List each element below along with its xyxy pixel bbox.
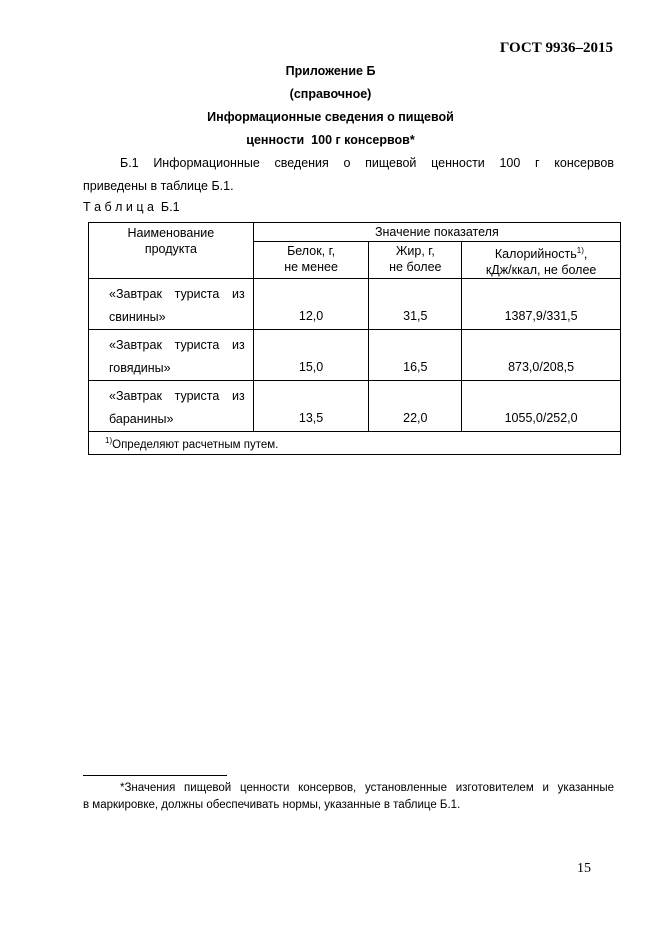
- product-name-line1: «Завтрак туриста из: [109, 338, 245, 353]
- intro-paragraph: [83, 152, 614, 198]
- appendix-title: Приложение Б: [285, 64, 376, 78]
- document-code: ГОСТ 9936–2015: [499, 40, 613, 56]
- nutrition-table: [88, 222, 621, 455]
- fat-value: 22,0: [369, 381, 462, 432]
- product-name-line1: «Завтрак туриста из: [109, 389, 245, 404]
- product-name-line2: свинины»: [109, 310, 166, 325]
- header-product-name: [89, 223, 254, 279]
- product-name-cell: [89, 381, 254, 432]
- appendix-heading-line2: ценности 100 г консервов*: [246, 133, 415, 147]
- table-note: [89, 432, 621, 455]
- header-calorie: [462, 242, 621, 279]
- table-note-row: [89, 432, 621, 455]
- intro-line2: приведены в таблице Б.1.: [83, 179, 234, 193]
- product-name-line2: баранины»: [109, 412, 174, 427]
- fat-value: 31,5: [369, 279, 462, 330]
- table-header-row: [89, 223, 621, 242]
- intro-line1: Б.1 Информационные сведения о пищевой ценности 100 г консервов: [120, 156, 614, 170]
- protein-value: 13,5: [253, 381, 369, 432]
- header-protein-line2: не менее: [284, 260, 338, 274]
- appendix-heading-line1: Информационные сведения о пищевой: [207, 110, 454, 124]
- appendix-status: (справочное): [289, 87, 372, 101]
- product-name-cell: [89, 279, 254, 330]
- footnote: [83, 780, 614, 814]
- product-name-cell: [89, 330, 254, 381]
- header-product-name-line1: Наименование: [127, 226, 215, 240]
- footnote-line2: в маркировке, должны обеспечивать нормы, указанные в таблице Б.1.: [83, 799, 461, 811]
- protein-value: 12,0: [253, 279, 369, 330]
- product-name-line1: «Завтрак туриста из: [109, 287, 245, 302]
- header-protein: [253, 242, 369, 279]
- header-fat-line1: Жир, г,: [395, 244, 435, 258]
- table-note-text: Определяют расчетным путем.: [112, 438, 279, 451]
- header-calorie-line2: кДж/ккал, не более: [485, 263, 597, 278]
- header-protein-line1: Белок, г,: [287, 244, 336, 258]
- table-row: [89, 381, 621, 432]
- fat-value: 16,5: [369, 330, 462, 381]
- footnote-line1: *Значения пищевой ценности консервов, установленные изготовителем и указанные: [120, 782, 614, 794]
- table-note-marker: 1): [105, 436, 113, 446]
- header-calorie-line1: Калорийность: [494, 247, 577, 262]
- calorie-value: 1387,9/331,5: [462, 279, 621, 330]
- header-calorie-comma: ,: [583, 247, 588, 262]
- header-indicator-value: Значение показателя: [253, 223, 620, 242]
- calorie-value: 1055,0/252,0: [462, 381, 621, 432]
- footnote-separator: [83, 775, 227, 776]
- header-calorie-footnote-marker: 1): [576, 246, 584, 255]
- calorie-value: 873,0/208,5: [462, 330, 621, 381]
- table-row: [89, 279, 621, 330]
- header-fat-line2: не более: [389, 260, 442, 274]
- product-name-line2: говядины»: [109, 361, 171, 376]
- protein-value: 15,0: [253, 330, 369, 381]
- header-fat: [369, 242, 462, 279]
- page-number: 15: [577, 861, 591, 876]
- table-caption: Т а б л и ц а Б.1: [83, 200, 180, 214]
- header-product-name-line2: продукта: [144, 242, 197, 256]
- table-row: [89, 330, 621, 381]
